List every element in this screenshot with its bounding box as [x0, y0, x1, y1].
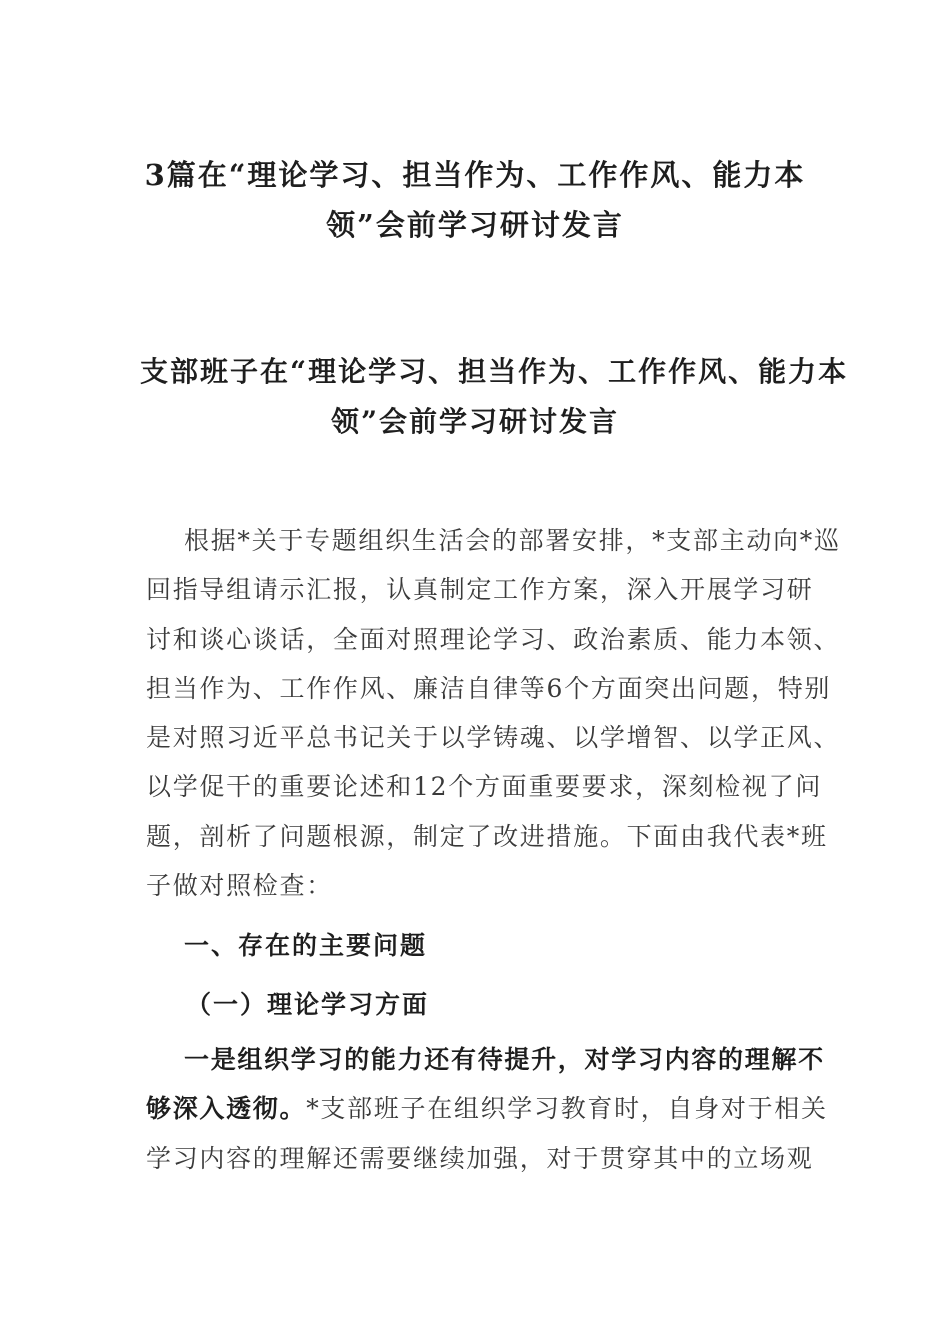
article-title-line-1: 支部班子在“理论学习、担当作为、工作作风、能力本: [140, 355, 849, 388]
intro-line: 担当作为、工作作风、廉洁自律等6个方面突出问题，特别: [146, 673, 832, 703]
intro-line: 根据*关于专题组织生活会的部署安排，*支部主动向*巡: [184, 526, 841, 555]
intro-line: 回指导组请示汇报，认真制定工作方案，深入开展学习研: [146, 575, 814, 605]
point-paragraph: [146, 1035, 828, 1183]
point-bold-run: 够深入透彻。: [146, 1094, 307, 1124]
point-bold-line: 一是组织学习的能力还有待提升，对学习内容的理解不: [184, 1045, 825, 1074]
document-title-line-1: 3篇在“理论学习、担当作为、工作作风、能力本: [144, 158, 806, 192]
intro-line: 题，剖析了问题根源，制定了改进措施。下面由我代表*班: [146, 821, 828, 851]
intro-line: 子做对照检查：: [146, 871, 333, 901]
point-text-run: *支部班子在组织学习教育时，自身对于相关: [306, 1094, 828, 1124]
point-line: [146, 1084, 828, 1133]
intro-line: 是对照习近平总书记关于以学铸魂、以学增智、以学正风、: [146, 723, 841, 753]
section-heading: 一、存在的主要问题: [184, 931, 428, 960]
intro-paragraph: [146, 516, 841, 910]
article-title: [140, 347, 849, 447]
document-title-line-2: 领”会前学习研讨发言: [326, 208, 624, 242]
subsection-heading: （一）理论学习方面: [186, 990, 430, 1019]
document-title: [140, 150, 810, 250]
point-line: 学习内容的理解还需要继续加强，对于贯穿其中的立场观: [146, 1143, 814, 1173]
article-title-line-2: 领”会前学习研讨发言: [330, 405, 620, 438]
intro-line: 以学促干的重要论述和12个方面重要要求，深刻检视了问: [146, 772, 823, 802]
intro-line: 讨和谈心谈话，全面对照理论学习、政治素质、能力本领、: [146, 624, 841, 654]
